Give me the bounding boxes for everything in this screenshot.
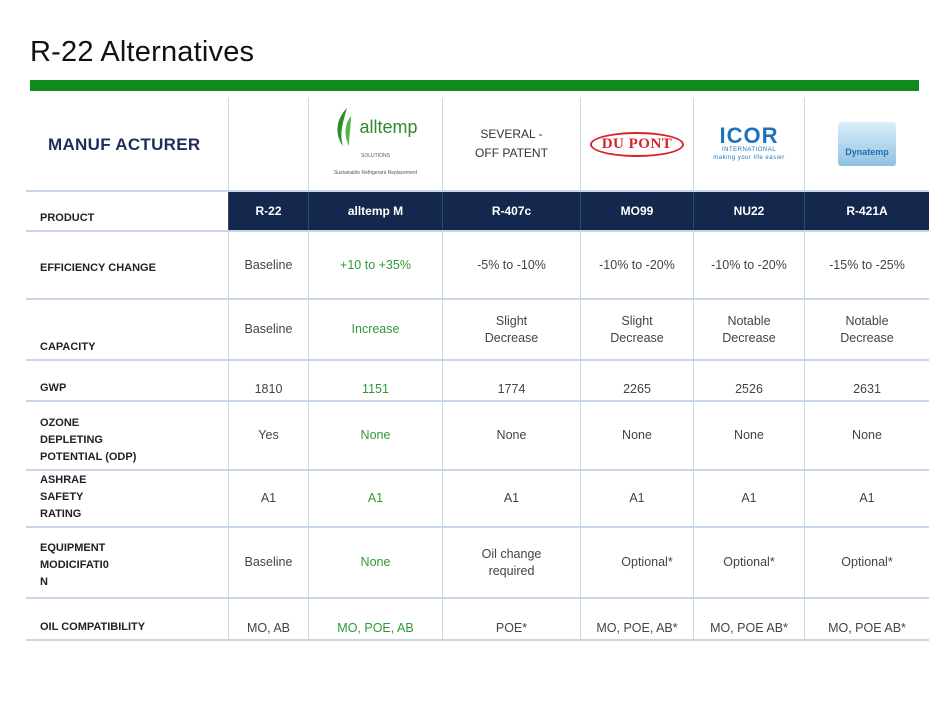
- several-line1: SEVERAL -: [480, 127, 543, 141]
- efficiency-row: [26, 232, 929, 300]
- odp-label-line: DEPLETING: [40, 434, 103, 446]
- oil-cell: MO, AB: [228, 599, 308, 639]
- several-line2: OFF PATENT: [475, 146, 548, 160]
- ashrae-cell: A1: [804, 471, 929, 526]
- icor-logo-text: ICOR: [719, 123, 779, 148]
- ashrae-cell: A1: [228, 471, 308, 526]
- capacity-cell: Increase: [308, 300, 442, 359]
- equipment-cell: Optional*: [580, 528, 693, 597]
- gwp-cell: 2265: [580, 361, 693, 400]
- equipment-cell: Optional*: [693, 528, 804, 597]
- dupont-logo: [580, 98, 693, 190]
- oil-cell: MO, POE AB*: [693, 599, 804, 639]
- gwp-cell: 1774: [442, 361, 580, 400]
- manufacturer-several: [442, 98, 580, 190]
- capacity-label: CAPACITY: [40, 341, 96, 353]
- odp-cell: None: [693, 402, 804, 469]
- odp-cell: None: [804, 402, 929, 469]
- gwp-cell: 1810: [228, 361, 308, 400]
- efficiency-cell: -10% to -20%: [580, 232, 693, 298]
- gwp-cell: 1151: [308, 361, 442, 400]
- alltemp-logo-tagline: Sustainable Refrigerant Replacement: [333, 170, 418, 176]
- oil-cell: MO, POE, AB*: [580, 599, 693, 639]
- ashrae-cell: A1: [308, 471, 442, 526]
- product-label: PRODUCT: [40, 212, 95, 224]
- dynatemp-logo: [804, 98, 929, 190]
- odp-cell: Yes: [228, 402, 308, 469]
- oil-cell: POE*: [442, 599, 580, 639]
- oil-cell: MO, POE AB*: [804, 599, 929, 639]
- equipment-cell: Baseline: [228, 528, 308, 597]
- efficiency-cell: -15% to -25%: [804, 232, 929, 298]
- manufacturer-r22-empty: [228, 98, 308, 190]
- equipment-label-line: N: [40, 576, 48, 588]
- product-cell: NU22: [693, 192, 804, 230]
- equipment-cell: Oil change required: [442, 528, 580, 597]
- ashrae-label-line: ASHRAE: [40, 474, 87, 486]
- odp-label: [26, 402, 228, 469]
- title-underline-bar: [30, 80, 919, 91]
- odp-row: [26, 402, 929, 471]
- capacity-cell: Slight Decrease: [580, 300, 693, 359]
- odp-cell: None: [308, 402, 442, 469]
- equipment-label: [26, 528, 228, 597]
- efficiency-cell: -10% to -20%: [693, 232, 804, 298]
- capacity-row: [26, 300, 929, 361]
- icor-logo-tagline: making your life easier: [713, 155, 785, 161]
- page-title: R-22 Alternatives: [30, 36, 255, 68]
- alltemp-logo-text: alltemp: [359, 116, 418, 137]
- alltemp-leaf-icon: [333, 106, 359, 148]
- equipment-cell: Optional*: [804, 528, 929, 597]
- gwp-cell: 2631: [804, 361, 929, 400]
- manufacturer-row: [26, 98, 929, 192]
- gwp-label: GWP: [40, 382, 67, 394]
- gwp-row: [26, 361, 929, 402]
- icor-logo: [693, 98, 804, 190]
- manufacturer-label: MANUF ACTURER: [48, 134, 201, 154]
- alltemp-logo-sub: SOLUTIONS: [361, 153, 390, 159]
- capacity-cell: Baseline: [228, 300, 308, 359]
- comparison-table: [26, 98, 929, 641]
- efficiency-label: EFFICIENCY CHANGE: [40, 262, 156, 274]
- efficiency-cell: +10 to +35%: [308, 232, 442, 298]
- equipment-cell: None: [308, 528, 442, 597]
- dynatemp-logo-box: [838, 122, 896, 166]
- oil-label: OIL COMPATIBILITY: [40, 621, 146, 633]
- equipment-label-line: EQUIPMENT: [40, 542, 106, 554]
- product-cell: R-22: [228, 192, 308, 230]
- alltemp-logo: [308, 98, 442, 190]
- icor-logo-sub: INTERNATIONAL: [721, 147, 777, 153]
- capacity-cell: Slight Decrease: [442, 300, 580, 359]
- odp-label-line: POTENTIAL (ODP): [40, 451, 137, 463]
- ashrae-cell: A1: [693, 471, 804, 526]
- product-cell: R-407c: [442, 192, 580, 230]
- gwp-cell: 2526: [693, 361, 804, 400]
- dynatemp-logo-text: Dynatemp: [845, 147, 889, 157]
- ashrae-cell: A1: [580, 471, 693, 526]
- odp-cell: None: [580, 402, 693, 469]
- equipment-label-line: MODICIFATI0: [40, 559, 109, 571]
- ashrae-cell: A1: [442, 471, 580, 526]
- product-cell: alltemp M: [308, 192, 442, 230]
- ashrae-label: [26, 471, 228, 526]
- oil-cell: MO, POE, AB: [308, 599, 442, 639]
- ashrae-label-line: SAFETY: [40, 491, 84, 503]
- efficiency-cell: Baseline: [228, 232, 308, 298]
- ashrae-label-line: RATING: [40, 508, 82, 520]
- odp-cell: None: [442, 402, 580, 469]
- product-cell: MO99: [580, 192, 693, 230]
- product-row: [26, 192, 929, 232]
- dupont-logo-text: DU PONT: [590, 132, 685, 157]
- capacity-cell: Notable Decrease: [693, 300, 804, 359]
- odp-label-line: OZONE: [40, 417, 80, 429]
- product-cell: R-421A: [804, 192, 929, 230]
- oil-row: [26, 599, 929, 641]
- efficiency-cell: -5% to -10%: [442, 232, 580, 298]
- ashrae-row: [26, 471, 929, 528]
- equipment-row: [26, 528, 929, 599]
- capacity-cell: Notable Decrease: [804, 300, 929, 359]
